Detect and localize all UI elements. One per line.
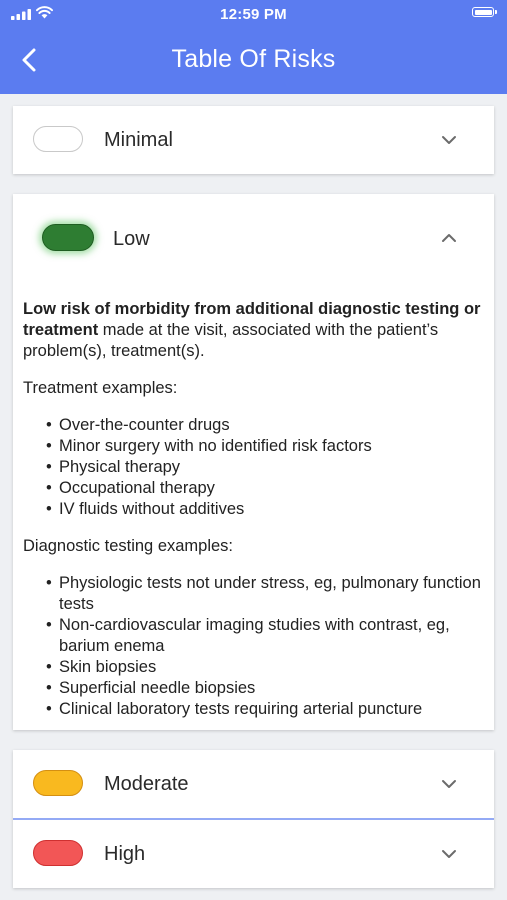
list-item: • Over-the-counter drugs: [23, 415, 483, 436]
chevron-down-icon: [438, 773, 460, 795]
list-item: • Physiologic tests not under stress, eg, pulmonary function tests: [23, 573, 483, 615]
risk-label-moderate: Moderate: [104, 773, 189, 795]
risk-card-minimal: [13, 106, 494, 174]
risk-label-high: High: [104, 843, 146, 865]
risk-label-minimal: Minimal: [104, 129, 173, 151]
chevron-up-icon: [438, 227, 460, 249]
list-item: • Clinical laboratory tests requiring arterial puncture: [23, 699, 483, 720]
list-item: • Skin biopsies: [23, 657, 483, 678]
chevron-down-icon: [438, 129, 460, 151]
risk-card-low: [13, 194, 494, 730]
risk-header-moderate[interactable]: [13, 750, 494, 818]
risk-indicator-moderate: [33, 770, 83, 796]
risk-header-high[interactable]: [13, 820, 494, 888]
diagnostic-list: [23, 573, 483, 720]
risk-indicator-high: [33, 840, 83, 866]
risk-indicator-minimal: [33, 126, 83, 152]
list-item: • Minor surgery with no identified risk factors: [23, 436, 483, 457]
app-header: [0, 0, 507, 94]
diagnostic-heading: Diagnostic testing examples:: [23, 537, 234, 555]
risk-indicator-low: [42, 224, 94, 251]
list-item: • Occupational therapy: [23, 478, 483, 499]
list-item: • Superficial needle biopsies: [23, 678, 483, 699]
status-bar: [0, 0, 507, 28]
risk-description-rest: made at the visit, associated with the patient’s problem(s), treatment(s).: [23, 321, 439, 360]
risk-header-low[interactable]: [13, 194, 494, 282]
list-item: • Non-cardiovascular imaging studies with contrast, eg, barium enema: [23, 615, 483, 657]
treatment-heading: Treatment examples:: [23, 379, 178, 397]
status-time: 12:59 PM: [220, 6, 287, 23]
list-item: • IV fluids without additives: [23, 499, 483, 520]
list-item: • Physical therapy: [23, 457, 483, 478]
risk-details-low: [23, 299, 483, 720]
battery-icon: [472, 7, 494, 17]
risk-description-bold: Low risk of morbidity from additional diagnostic testing or treatment: [23, 300, 481, 339]
risk-description: [23, 299, 483, 362]
risk-label-low: Low: [113, 228, 150, 250]
treatment-list: [23, 415, 483, 520]
risk-header-minimal[interactable]: [13, 106, 494, 174]
chevron-down-icon: [438, 843, 460, 865]
page-title: Table Of Risks: [171, 45, 336, 73]
risk-card-group: [13, 750, 494, 888]
